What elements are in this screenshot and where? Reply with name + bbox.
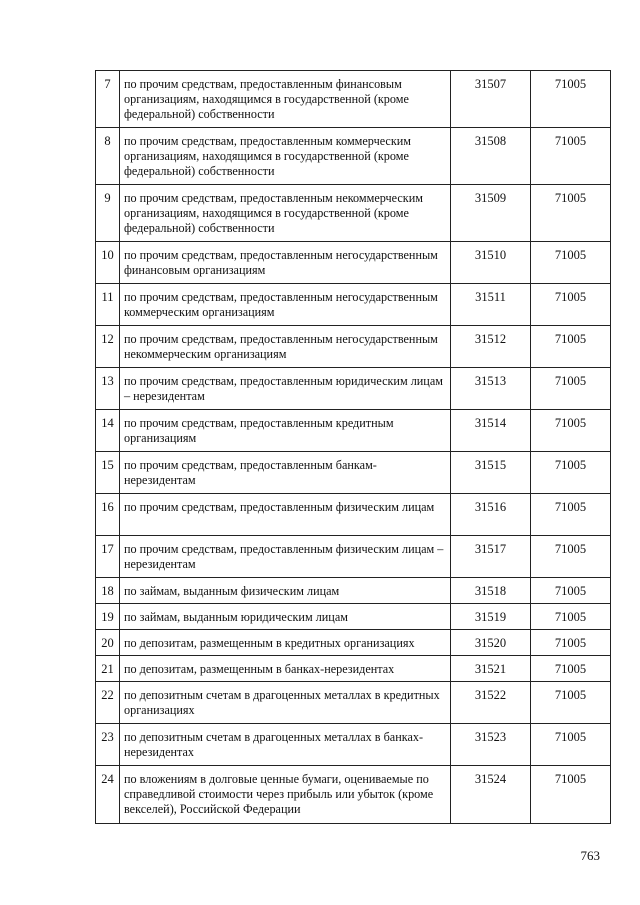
table-row [96,128,611,185]
row-number: 8 [96,128,120,185]
symbol-code: 71005 [531,682,611,724]
account-code: 31507 [451,71,531,128]
symbol-code: 71005 [531,242,611,284]
row-number: 10 [96,242,120,284]
symbol-code: 71005 [531,410,611,452]
symbol-code: 71005 [531,656,611,682]
symbol-code: 71005 [531,724,611,766]
symbol-code: 71005 [531,128,611,185]
account-code: 31512 [451,326,531,368]
table-row [96,185,611,242]
row-number: 20 [96,630,120,656]
row-number: 14 [96,410,120,452]
row-description: по прочим средствам, предоставленным физическим лицам – нерезидентам [120,536,451,578]
account-code: 31524 [451,766,531,824]
row-description: по прочим средствам, предоставленным юридическим лицам – нерезидентам [120,368,451,410]
account-code: 31515 [451,452,531,494]
symbol-code: 71005 [531,536,611,578]
page-number: 763 [580,848,600,863]
row-description: по прочим средствам, предоставленным банкам-нерезидентам [120,452,451,494]
row-description: по прочим средствам, предоставленным кредитным организациям [120,410,451,452]
row-description: по займам, выданным юридическим лицам [120,604,451,630]
table-row [96,452,611,494]
account-code: 31509 [451,185,531,242]
symbol-code: 71005 [531,630,611,656]
row-description: по прочим средствам, предоставленным коммерческим организациям, находящимся в государственной (кроме федеральной) собственности [120,128,451,185]
row-description: по депозитным счетам в драгоценных металлах в банках-нерезидентах [120,724,451,766]
row-number: 15 [96,452,120,494]
row-description: по прочим средствам, предоставленным финансовым организациям, находящимся в государственной (кроме федеральной) собственности [120,71,451,128]
row-number: 7 [96,71,120,128]
table-row [96,410,611,452]
symbol-code: 71005 [531,578,611,604]
account-code: 31517 [451,536,531,578]
account-code: 31510 [451,242,531,284]
table-row [96,630,611,656]
symbol-code: 71005 [531,494,611,536]
row-description: по депозитам, размещенным в банках-нерезидентах [120,656,451,682]
row-number: 18 [96,578,120,604]
table-row [96,284,611,326]
row-number: 9 [96,185,120,242]
table-row [96,682,611,724]
row-number: 23 [96,724,120,766]
symbol-code: 71005 [531,604,611,630]
row-number: 12 [96,326,120,368]
symbol-code: 71005 [531,766,611,824]
account-code: 31508 [451,128,531,185]
table-row [96,766,611,824]
row-number: 17 [96,536,120,578]
row-description: по прочим средствам, предоставленным негосударственным некоммерческим организациям [120,326,451,368]
account-code: 31516 [451,494,531,536]
row-number: 13 [96,368,120,410]
table-row [96,494,611,536]
table-row [96,368,611,410]
account-code: 31511 [451,284,531,326]
account-code: 31519 [451,604,531,630]
row-description: по прочим средствам, предоставленным негосударственным финансовым организациям [120,242,451,284]
symbol-code: 71005 [531,326,611,368]
account-code: 31521 [451,656,531,682]
row-description: по депозитам, размещенным в кредитных организациях [120,630,451,656]
table-row [96,242,611,284]
account-code: 31522 [451,682,531,724]
table-row [96,536,611,578]
row-number: 21 [96,656,120,682]
table-row [96,604,611,630]
row-description: по вложениям в долговые ценные бумаги, оцениваемые по справедливой стоимости через прибыль или убыток (кроме векселей), Российской Федерации [120,766,451,824]
row-description: по депозитным счетам в драгоценных металлах в кредитных организациях [120,682,451,724]
account-code: 31520 [451,630,531,656]
account-code: 31523 [451,724,531,766]
symbol-code: 71005 [531,368,611,410]
row-description: по прочим средствам, предоставленным некоммерческим организациям, находящимся в государственной (кроме федеральной) собственности [120,185,451,242]
account-code: 31513 [451,368,531,410]
symbol-code: 71005 [531,185,611,242]
row-number: 19 [96,604,120,630]
row-description: по прочим средствам, предоставленным физическим лицам [120,494,451,536]
symbol-code: 71005 [531,71,611,128]
row-description: по займам, выданным физическим лицам [120,578,451,604]
accounts-table [95,70,611,824]
table-row [96,578,611,604]
table-row [96,724,611,766]
table-row [96,71,611,128]
row-number: 22 [96,682,120,724]
table-row [96,326,611,368]
row-number: 11 [96,284,120,326]
account-code: 31514 [451,410,531,452]
row-number: 16 [96,494,120,536]
symbol-code: 71005 [531,452,611,494]
account-code: 31518 [451,578,531,604]
table-row [96,656,611,682]
row-description: по прочим средствам, предоставленным негосударственным коммерческим организациям [120,284,451,326]
row-number: 24 [96,766,120,824]
symbol-code: 71005 [531,284,611,326]
